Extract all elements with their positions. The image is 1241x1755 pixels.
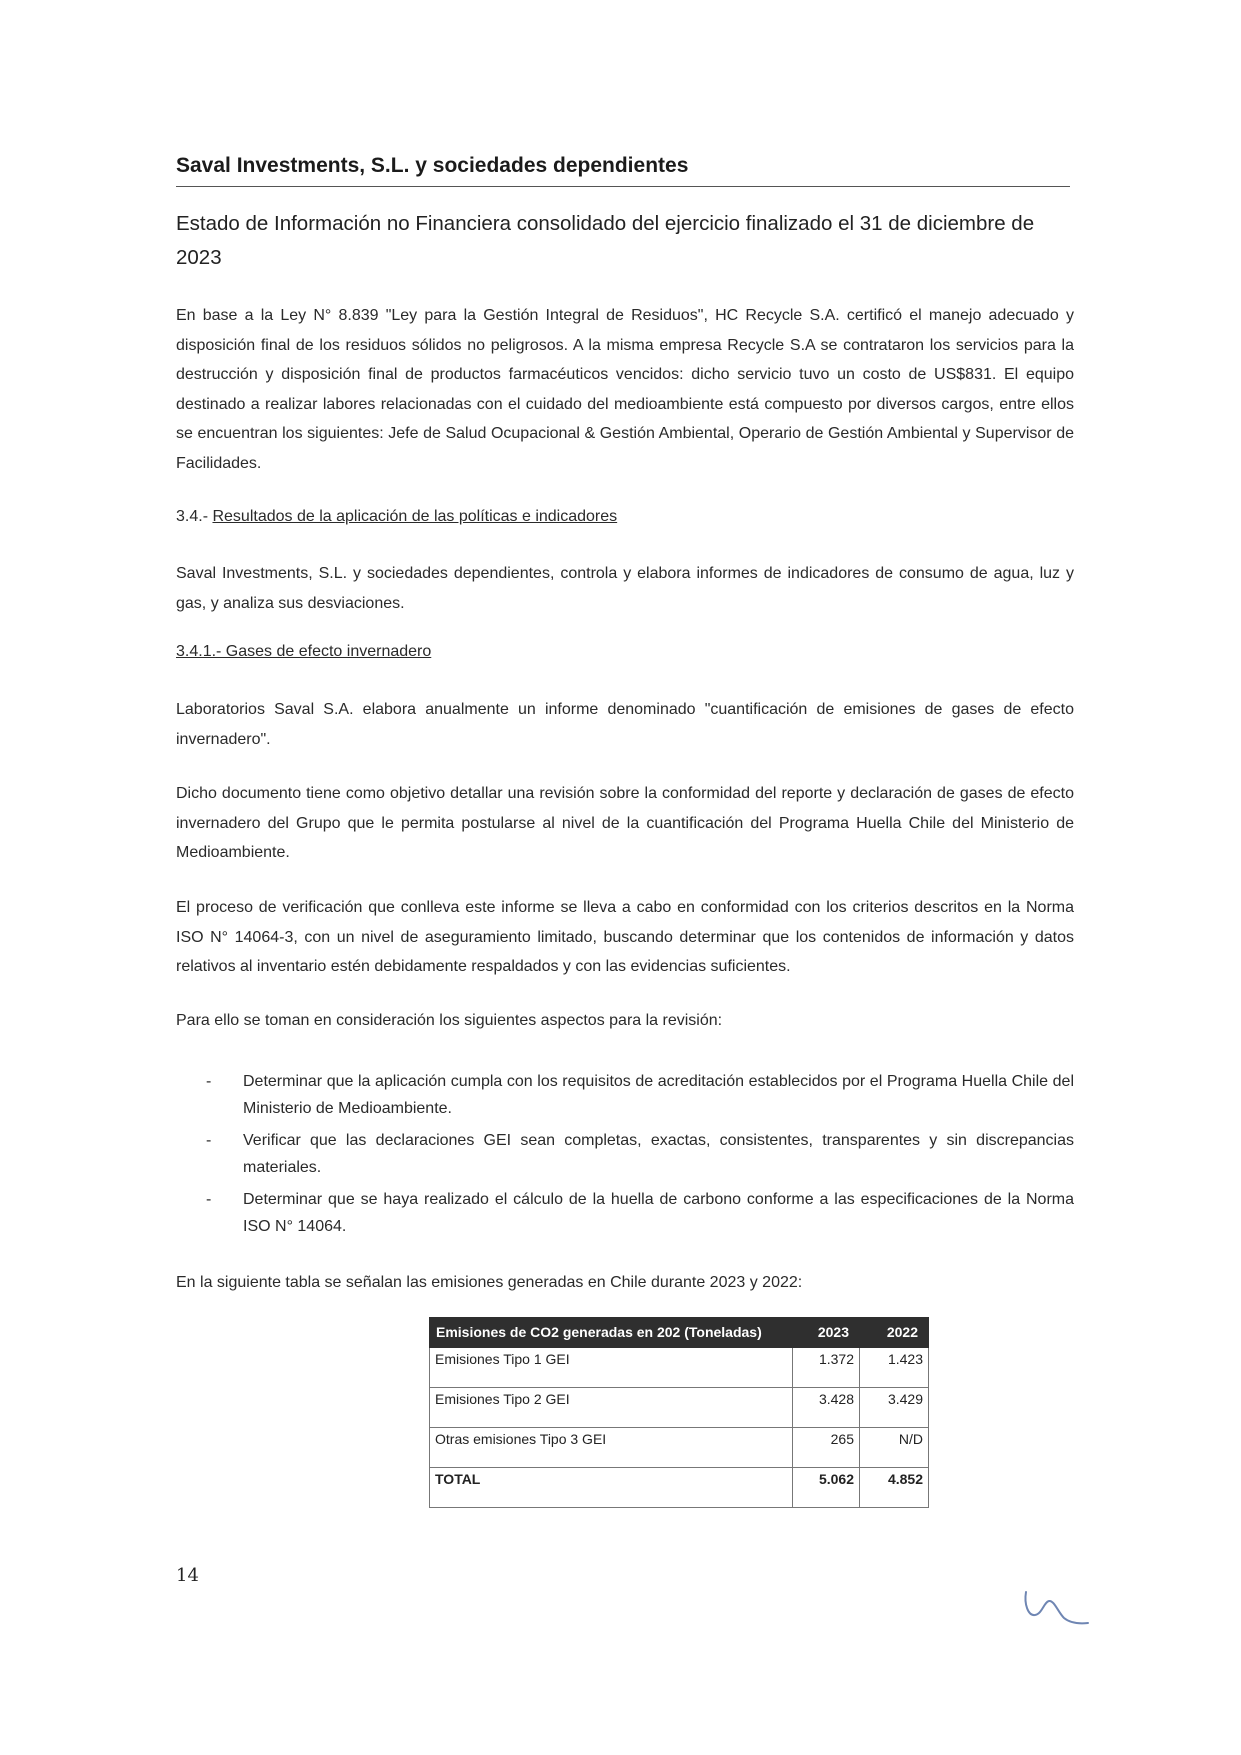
- table-cell: N/D: [860, 1428, 929, 1468]
- section-heading-3-4: [176, 508, 617, 526]
- paragraph-aspectos: Para ello se toman en consideración los siguientes aspectos para la revisión:: [176, 1012, 723, 1029]
- section-heading-3-4-1: [176, 643, 431, 661]
- table-cell: 1.423: [860, 1348, 929, 1388]
- table-cell: Emisiones Tipo 1 GEI: [430, 1348, 793, 1388]
- paragraph-objetivo: Dicho documento tiene como objetivo detallar una revisión sobre la conformidad del reporte y declaración de gases de efecto invernadero del Grupo que le permita postularse al nivel de la cuantificación del Programa Huella Chile del Ministerio de Medioambiente.: [176, 785, 1074, 861]
- table-header-cell: Emisiones de CO2 generadas en 202 (Toneladas): [430, 1318, 793, 1348]
- table-cell: TOTAL: [430, 1468, 793, 1508]
- table-cell: 3.429: [860, 1388, 929, 1428]
- bullet-marker: -: [206, 1132, 212, 1149]
- table-cell: Emisiones Tipo 2 GEI: [430, 1388, 793, 1428]
- paragraph-consumo: Saval Investments, S.L. y sociedades dependientes, controla y elabora informes de indicadores de consumo de agua, luz y gas, y analiza sus desviaciones.: [176, 565, 1074, 612]
- table-row: [430, 1428, 929, 1468]
- list-item: [176, 1127, 1074, 1181]
- signature-initials-icon: [1022, 1588, 1090, 1628]
- table-cell: 1.372: [793, 1348, 860, 1388]
- table-cell: 4.852: [860, 1468, 929, 1508]
- list-item-text: Determinar que se haya realizado el cálculo de la huella de carbono conforme a las especificaciones de la Norma ISO N° 14064.: [243, 1191, 1074, 1235]
- bullet-marker: -: [206, 1191, 212, 1208]
- list-item-text: Determinar que la aplicación cumpla con los requisitos de acreditación establecidos por el Programa Huella Chile del Ministerio de Medioambiente.: [243, 1073, 1074, 1117]
- table-row: [430, 1348, 929, 1388]
- table-header-cell: 2022: [860, 1318, 929, 1348]
- table-row: [430, 1388, 929, 1428]
- list-item: [176, 1068, 1074, 1122]
- paragraph-residuos: En base a la Ley N° 8.839 "Ley para la Gestión Integral de Residuos", HC Recycle S.A. certificó el manejo adecuado y disposición final de los residuos sólidos no peligrosos. A la misma empresa Recycle S.A se contrataron los servicios para la destrucción y disposición final de productos farmacéuticos vencidos: dicho servicio tuvo un costo de US$831. El equipo destinado a realizar labores relacionadas con el cuidado del medioambiente está compuesto por diversos cargos, entre ellos se encuentran los siguientes: Jefe de Salud Ocupacional & Gestión Ambiental, Operario de Gestión Ambiental y Supervisor de Facilidades.: [176, 307, 1074, 472]
- table-cell: Otras emisiones Tipo 3 GEI: [430, 1428, 793, 1468]
- page-number: 14: [176, 1565, 199, 1586]
- bullet-marker: -: [206, 1073, 212, 1090]
- section-number: 3.4.-: [176, 508, 209, 525]
- subsection-title: 3.4.1.- Gases de efecto invernadero: [176, 643, 432, 660]
- table-header-cell: 2023: [793, 1318, 860, 1348]
- list-item-text: Verificar que las declaraciones GEI sean completas, exactas, consistentes, transparentes y sin discrepancias materiales.: [243, 1132, 1074, 1176]
- table-cell: 3.428: [793, 1388, 860, 1428]
- list-item: [176, 1186, 1074, 1240]
- section-title: Resultados de la aplicación de las políticas e indicadores: [212, 508, 618, 525]
- emissions-table: [429, 1317, 929, 1508]
- company-title: Saval Investments, S.L. y sociedades dependientes: [176, 154, 689, 177]
- paragraph-tabla-intro: En la siguiente tabla se señalan las emisiones generadas en Chile durante 2023 y 2022:: [176, 1274, 803, 1291]
- report-subtitle: Estado de Información no Financiera consolidado del ejercicio finalizado el 31 de diciembre de 2023: [176, 212, 1035, 269]
- table-cell: 5.062: [793, 1468, 860, 1508]
- table-total-row: [430, 1468, 929, 1508]
- aspects-list: [176, 1068, 1074, 1245]
- header-rule: [176, 186, 1070, 187]
- paragraph-verificacion: El proceso de verificación que conlleva este informe se lleva a cabo en conformidad con los criterios descritos en la Norma ISO N° 14064-3, con un nivel de aseguramiento limitado, buscando determinar que los contenidos de información y datos relativos al inventario estén debidamente respaldados y con las evidencias suficientes.: [176, 899, 1074, 975]
- paragraph-informe: Laboratorios Saval S.A. elabora anualmente un informe denominado "cuantificación de emisiones de gases de efecto invernadero".: [176, 701, 1074, 748]
- table-header-row: [430, 1318, 929, 1348]
- table-cell: 265: [793, 1428, 860, 1468]
